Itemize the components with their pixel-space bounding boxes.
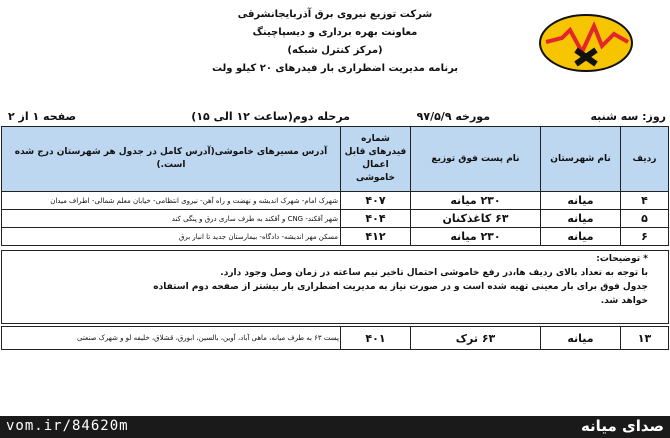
col-header-row-number: ردیف	[621, 127, 669, 192]
day-label: روز: سه شنبه	[590, 110, 666, 123]
department-name: معاونت بهره برداری و دیسپاچینگ	[252, 27, 418, 38]
note-line: با توجه به تعداد بالای ردیف ها،در رفع خاموشی احتمال تاخیر نیم ساعته در زمان وصل وجود دارد.	[220, 268, 648, 278]
note-line: جدول فوق برای بار معینی تهیه شده است و در صورت نیاز به مدیریت اضطراری بار بیشتر از صفحه دوم استفاده	[153, 282, 648, 292]
substation-cell: ۲۳۰ میانه	[411, 192, 541, 210]
stage-label: مرحله دوم(ساعت ۱۲ الی ۱۵)	[191, 110, 350, 123]
watermark-url: vom.ir/84620m	[6, 418, 129, 434]
date-label: مورخه ۹۷/۵/۹	[416, 110, 490, 123]
row-number: ۶	[621, 228, 669, 246]
notes-title: * توضیحات:	[596, 254, 648, 264]
row-number: ۵	[621, 210, 669, 228]
row-number: ۴	[621, 192, 669, 210]
substation-cell: ۶۳ ترک	[411, 327, 541, 350]
col-header-substation: نام پست فوق توزیع	[411, 127, 541, 192]
table-row	[2, 192, 669, 210]
center-name: (مرکز کنترل شبکه)	[287, 45, 383, 56]
power-company-logo	[538, 12, 634, 74]
address-cell: شهرک امام- شهرک اندیشه و نهضت و راه آهن- نیروی انتظامی- خیابان معلم شمالی- اطراف میدان	[2, 192, 341, 210]
col-header-city: نام شهرستان	[541, 127, 621, 192]
address-cell: مسکن مهر اندیشه- دادگاه- بیمارستان جدید تا انبار برق	[2, 228, 341, 246]
col-header-address: آدرس مسیرهای خاموشی(آدرس کامل در جدول هر شهرستان درج شده است.)	[2, 127, 341, 192]
outage-table	[1, 126, 669, 246]
city-cell: میانه	[541, 192, 621, 210]
watermark-brand: صدای میانه	[580, 417, 664, 435]
note-line: خواهد شد.	[600, 296, 648, 306]
row-number: ۱۳	[621, 327, 669, 350]
city-cell: میانه	[541, 210, 621, 228]
col-header-feeder: شماره فیدرهای قابل اعمال خاموشی	[341, 127, 411, 192]
extra-outage-table	[1, 326, 669, 350]
notes-box	[1, 250, 669, 324]
table-row	[2, 210, 669, 228]
substation-cell: ۶۳ کاغذکنان	[411, 210, 541, 228]
city-cell: میانه	[541, 327, 621, 350]
feeder-cell: ۴۰۱	[341, 327, 411, 350]
address-cell: شهر آقکند- CNG و آقکند به طرف ساری درق و پنگی کند	[2, 210, 341, 228]
document-header	[0, 0, 670, 108]
substation-cell: ۲۳۰ میانه	[411, 228, 541, 246]
feeder-cell: ۴۱۲	[341, 228, 411, 246]
page-number: صفحه ۱ از ۲	[8, 110, 77, 123]
program-title: برنامه مدیریت اضطراری بار فیدرهای ۲۰ کیلو ولت	[211, 63, 459, 74]
org-title-block	[150, 6, 520, 78]
table-row	[2, 327, 669, 350]
feeder-cell: ۴۰۴	[341, 210, 411, 228]
schedule-meta-row	[0, 108, 670, 126]
table-row	[2, 228, 669, 246]
feeder-cell: ۴۰۷	[341, 192, 411, 210]
company-name: شرکت توزیع نیروی برق آذربایجانشرقی	[237, 9, 433, 20]
city-cell: میانه	[541, 228, 621, 246]
address-cell: پست ۶۳ به طرف میانه، ماهی آباد، آوین، بالسین، ابورق، قشلاق، خلیفه لو و شهرک صنعتی	[2, 327, 341, 350]
table-header-row	[2, 127, 669, 192]
